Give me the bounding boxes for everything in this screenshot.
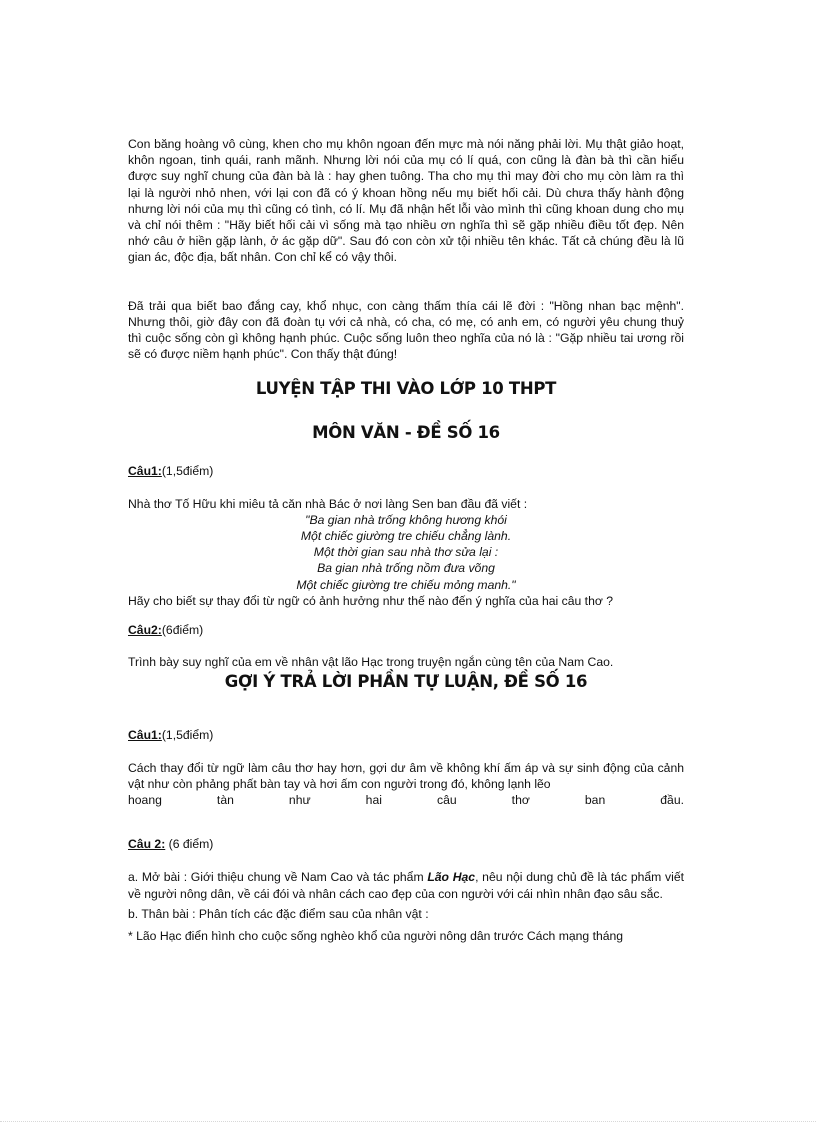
question-2-points: (6điểm) [161,623,204,638]
question-1-label: Câu1: [128,464,162,479]
answer-2-part-a-post: , nêu nội dung chủ đề là tác phẩm viết về người nông dân, về cái đói và nhân cách cao đẹp của con người với cái nhìn nhân đạo sâu sắc. [128,870,684,901]
answer-1-label: Câu1: [128,728,162,743]
question-2-text: Trình bày suy nghĩ của em về nhân vật lão Hạc trong truyện ngắn cùng tên của Nam Cao. [128,655,614,670]
question-1-points: (1,5điểm) [161,464,214,479]
answer-2-point: * Lão Hạc điển hình cho cuộc sống nghèo khổ của người nông dân trước Cách mạng tháng [128,929,624,944]
answer-1-points: (1,5điểm) [161,728,214,743]
answer-2-header [128,836,684,852]
poem-line: Một chiếc giường tre chiếu chẳng lành. [300,529,512,544]
paragraph-story-2: Đã trải qua biết bao đắng cay, khổ nhục, con càng thấm thía cái lẽ đời : "Hồng nhan bạc mệnh". Nhưng thôi, giờ đây con đã đoàn tụ với cả nhà, có cha, có mẹ, có anh em, có người yêu chung thuỷ thì cuộc sống còn gì không hạnh phúc. Cuộc sống luôn theo nghĩa của nó là : "Gặp nhiều tai ương rồi sẽ có được niềm hạnh phúc". Con thấy thật đúng! [128,298,684,362]
poem-line: "Ba gian nhà trống không hương khói [305,512,507,527]
answer-2-points: (6 điểm) [165,837,214,852]
question-2-header [128,622,684,638]
poem-line: Một thời gian sau nhà thơ sửa lại : [313,545,499,560]
poem-line: Ba gian nhà trống nồm đưa võng [317,561,495,576]
paragraph-story-1: Con băng hoàng vô cùng, khen cho mụ khôn ngoan đến mực mà nói năng phải lời. Mụ thật giảo hoạt, khôn ngoan, tinh quái, ranh mãnh. Nhưng lời nói của mụ có lí quá, con cũng là đàn bà thì cần hiểu được suy nghĩ chung của đàn bà là : hay ghen tuông. Tha cho mụ thì may đời cho mụ còn làm ra thì lại là người nhỏ nhen, với lại con đã có ý khoan hồng nếu mụ biết hối cải. Dù chưa thấy hành động nhưng lời nói của mụ thì cũng có tình, có lí. Mụ đã nhận hết lỗi vào mình thì cũng khoan dung cho mụ và chỉ nói thêm : "Hãy biết hối cải vì sống mà tạo nhiều ơn nghĩa thì sẽ gặp nhiều điều tốt đẹp. Nên nhớ câu ở hiền gặp lành, ở ác gặp dữ". Sau đó con còn xử tội nhiều tên khác. Tất cả chúng đều là lũ gian ác, độc địa, bất nhân. Con chỉ kể có vậy thôi. [128,137,684,265]
document-page [128,136,684,944]
answer-2-part-a [128,869,684,901]
page-bottom-rule [0,1121,816,1122]
answer-2-part-b: b. Thân bài : Phân tích các đặc điểm sau của nhân vật : [128,906,429,921]
answer-1-text-last-line: hoang tàn như hai câu thơ ban đầu. [128,793,684,808]
question-1-header [128,463,684,479]
answer-2-label: Câu 2: [128,837,166,852]
work-title: Lão Hạc [427,870,476,885]
answer-2-part-a-pre: a. Mở bài : Giới thiệu chung về Nam Cao và tác phẩm [128,870,428,885]
answer-1-text: Cách thay đổi từ ngữ làm câu thơ hay hơn, gợi dư âm về không khí ấm áp và sự sinh động của cảnh vật như còn phảng phất bàn tay và hơi ấm con người trong đó, không lạnh lẽo [128,760,684,791]
exam-title: LUYỆN TẬP THI VÀO LỚP 10 THPT [255,379,557,399]
poem-line: Một chiếc giường tre chiếu mỏng manh." [296,577,516,592]
answer-1-header [128,727,684,743]
answer-title: GỢI Ý TRẢ LỜI PHẦN TỰ LUẬN, ĐỀ SỐ 16 [224,672,588,692]
exam-subtitle: MÔN VĂN - ĐỀ SỐ 16 [312,423,500,443]
question-1-intro: Nhà thơ Tố Hữu khi miêu tả căn nhà Bác ở nơi làng Sen ban đầu đã viết : [128,496,528,511]
question-1-text: Hãy cho biết sự thay đổi từ ngữ có ảnh hưởng như thế nào đến ý nghĩa của hai câu thơ ? [128,593,614,608]
question-2-label: Câu2: [128,623,162,638]
poem-block [128,512,684,593]
